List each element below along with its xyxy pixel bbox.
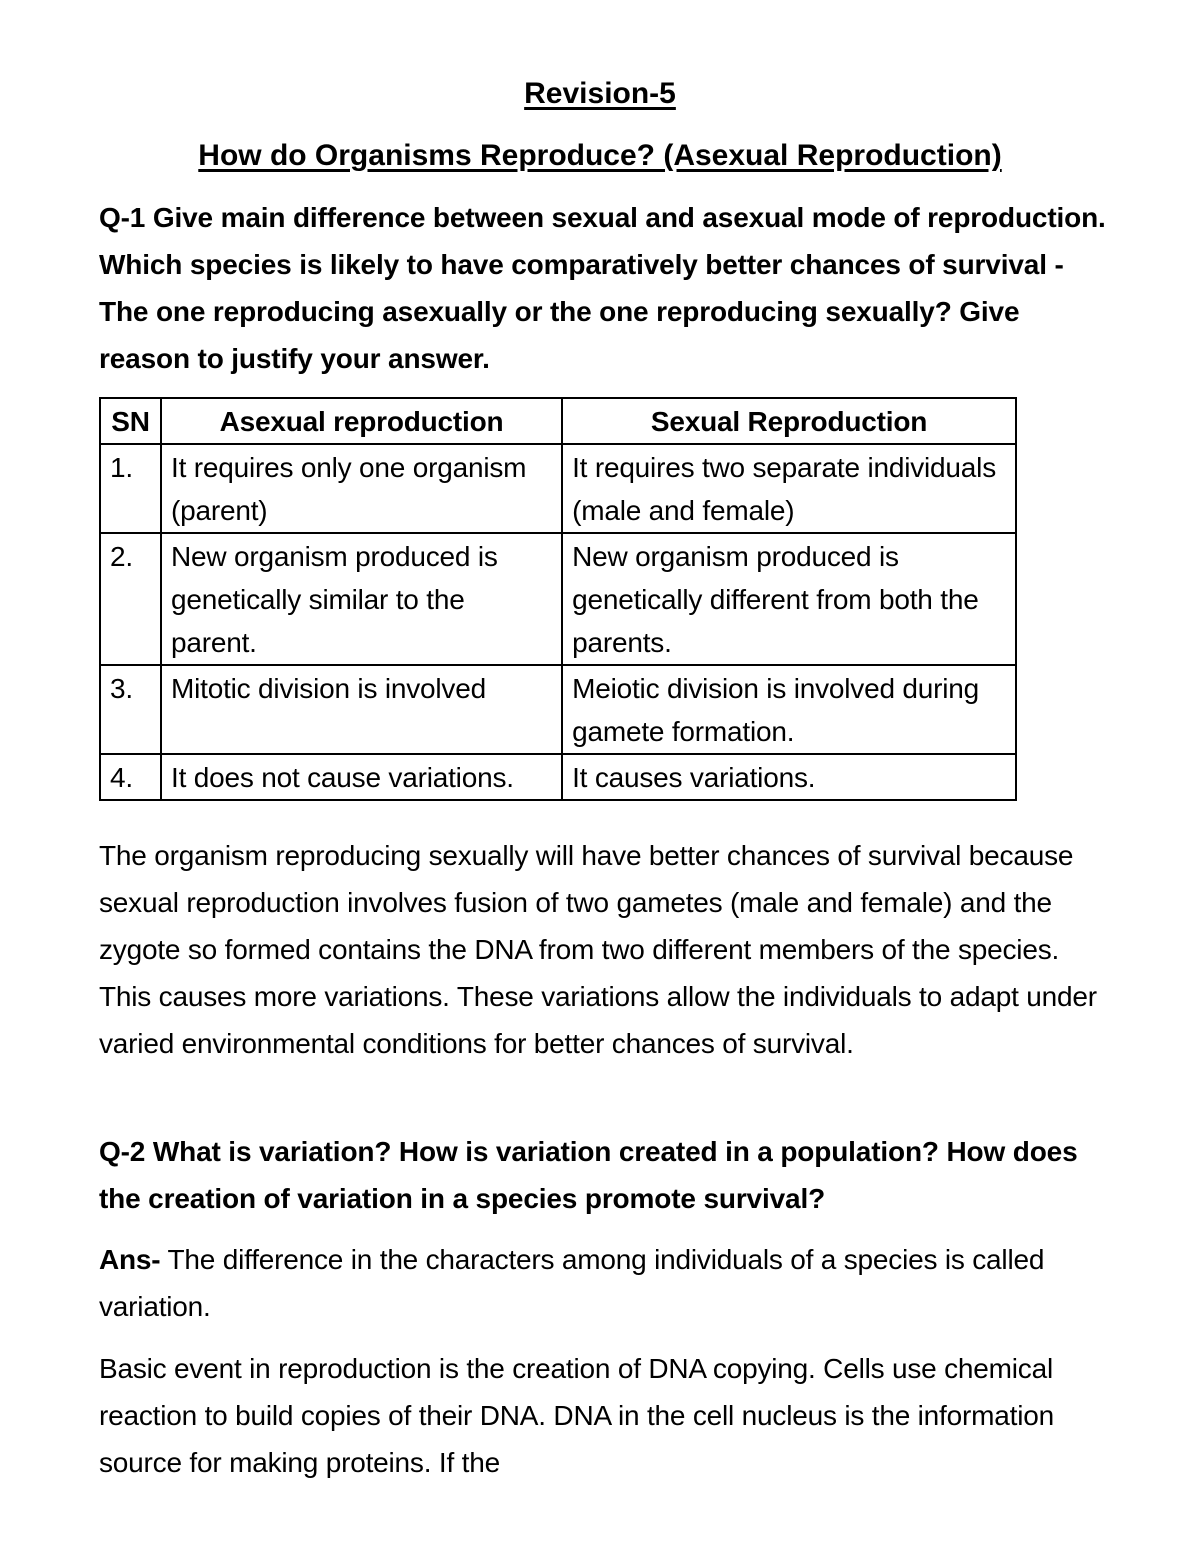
row-asexual: New organism produced is genetically similar to the parent. [161,533,562,665]
dna-copying-paragraph: Basic event in reproduction is the creation of DNA copying. Cells use chemical reaction to build copies of their DNA. DNA in the cell nucleus is the information source for making proteins. If the [99,1353,1054,1478]
header-sn: SN [100,398,161,444]
table-row [100,444,1016,533]
row-asexual: Mitotic division is involved [161,665,562,754]
row-sn: 2. [100,533,161,665]
row-sexual: Meiotic division is involved during gamete formation. [562,665,1016,754]
row-sexual: New organism produced is genetically different from both the parents. [562,533,1016,665]
table-row [100,665,1016,754]
row-asexual: It does not cause variations. [161,754,562,800]
row-sn: 4. [100,754,161,800]
header-asexual: Asexual reproduction [161,398,562,444]
document-title: Revision-5 [524,77,676,110]
comparison-table [99,397,1017,801]
answer-2-paragraph [99,1236,1109,1330]
header-sexual: Sexual Reproduction [562,398,1016,444]
answer-1-paragraph: The organism reproducing sexually will have better chances of survival because sexual reproduction involves fusion of two gametes (male and female) and the zygote so formed contains the DNA from two different members of the species. This causes more variations. These variations allow the individuals to adapt under varied environmental conditions for better chances of survival. [99,840,1097,1059]
row-sexual: It requires two separate individuals (male and female) [562,444,1016,533]
table-row [100,533,1016,665]
row-asexual: It requires only one organism (parent) [161,444,562,533]
question-1: Q-1 Give main difference between sexual and asexual mode of reproduction. Which species is likely to have comparatively better chances of survival - The one reproducing asexually or the one reproducing sexually? Give reason to justify your answer. [99,202,1106,374]
document-subtitle: How do Organisms Reproduce? (Asexual Reproduction) [198,139,1002,172]
row-sn: 1. [100,444,161,533]
question-2: Q-2 What is variation? How is variation created in a population? How does the creation of variation in a species promote survival? [99,1136,1078,1214]
answer-2-text: The difference in the characters among individuals of a species is called variation. [99,1244,1045,1322]
table-header-row [100,398,1016,444]
row-sn: 3. [100,665,161,754]
answer-label: Ans- [99,1244,161,1275]
row-sexual: It causes variations. [562,754,1016,800]
table-row [100,754,1016,800]
